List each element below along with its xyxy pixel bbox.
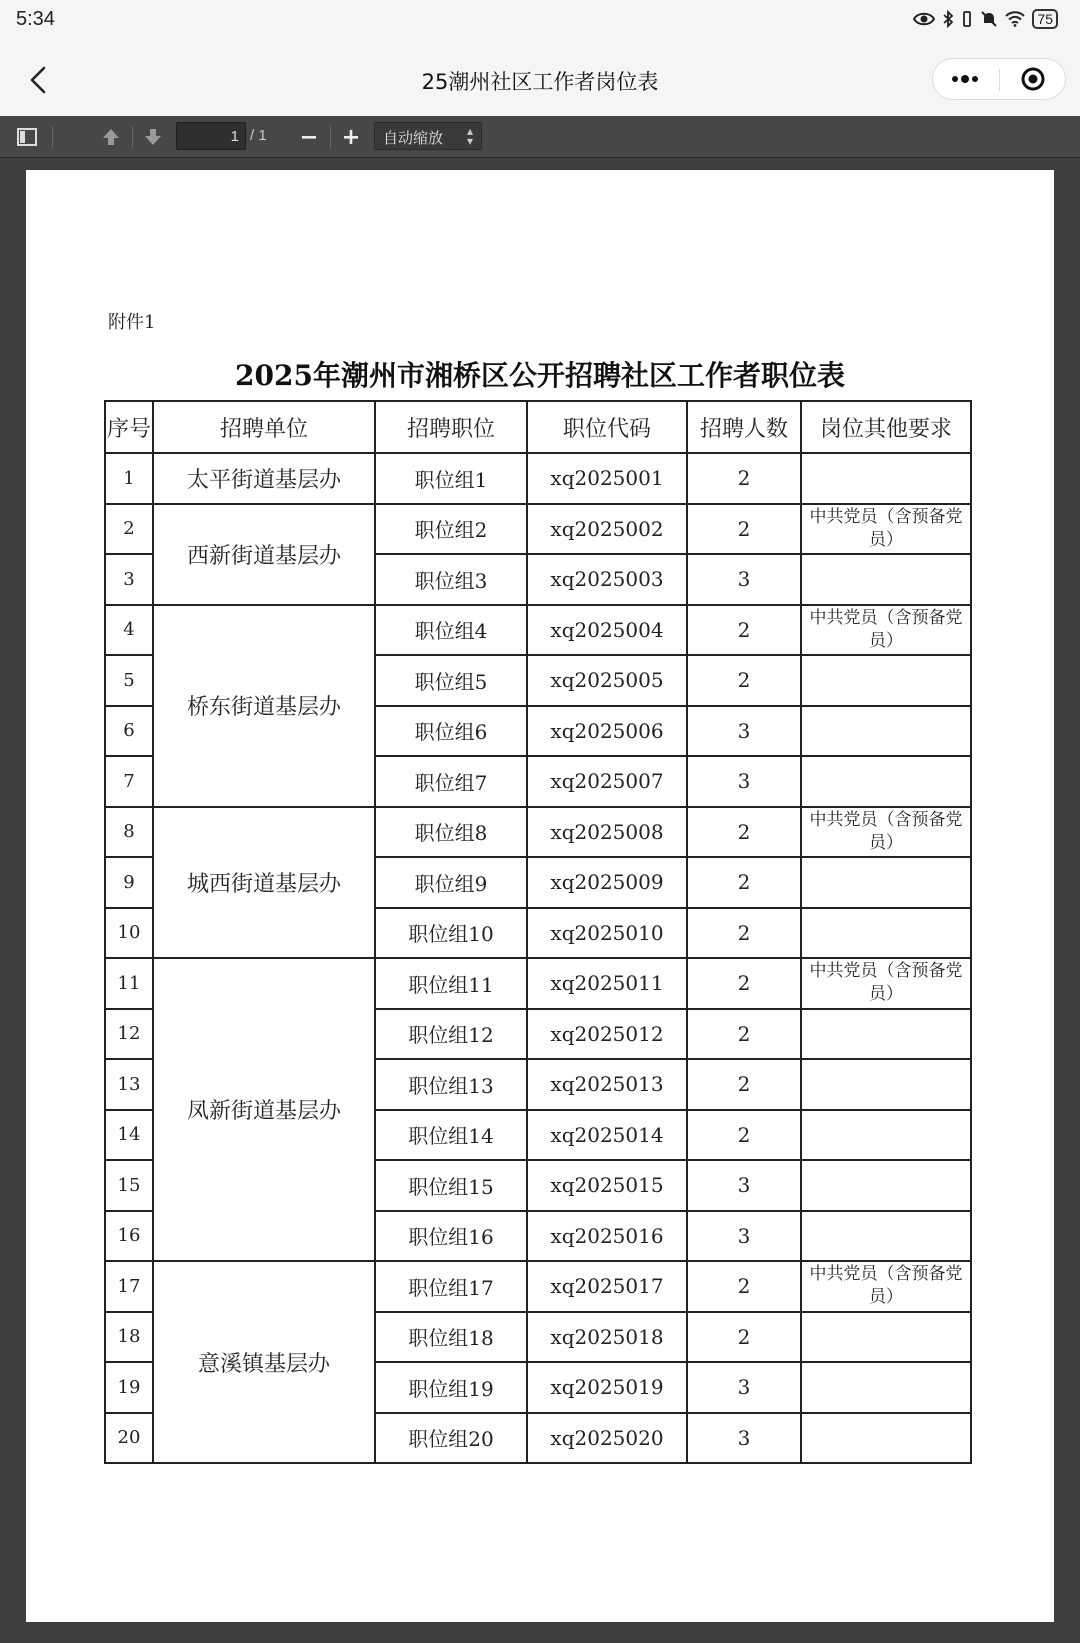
toolbar-divider bbox=[132, 126, 133, 148]
cell-requirement bbox=[801, 857, 971, 908]
cell-count: 2 bbox=[687, 807, 801, 858]
battery-icon: 75 bbox=[1032, 9, 1058, 29]
cell-seq: 16 bbox=[105, 1211, 153, 1262]
cell-code: xq2025004 bbox=[527, 605, 687, 656]
cell-code: xq2025011 bbox=[527, 958, 687, 1009]
header-seq: 序号 bbox=[105, 401, 153, 453]
cell-seq: 12 bbox=[105, 1009, 153, 1060]
cell-code: xq2025010 bbox=[527, 908, 687, 959]
cell-seq: 4 bbox=[105, 605, 153, 656]
cell-count: 3 bbox=[687, 554, 801, 605]
table-row bbox=[105, 958, 971, 1009]
cell-seq: 10 bbox=[105, 908, 153, 959]
cell-count: 3 bbox=[687, 1362, 801, 1413]
cell-seq: 7 bbox=[105, 756, 153, 807]
table-row bbox=[105, 504, 971, 555]
cell-count: 3 bbox=[687, 706, 801, 757]
cell-position: 职位组6 bbox=[375, 706, 527, 757]
cell-code: xq2025018 bbox=[527, 1312, 687, 1363]
bluetooth-icon bbox=[942, 10, 954, 28]
next-page-button[interactable] bbox=[136, 120, 170, 154]
cell-position: 职位组5 bbox=[375, 655, 527, 706]
status-time: 5:34 bbox=[16, 8, 55, 30]
cell-requirement: 中共党员（含预备党员） bbox=[801, 807, 971, 858]
cell-count: 2 bbox=[687, 605, 801, 656]
cell-position: 职位组18 bbox=[375, 1312, 527, 1363]
cell-seq: 13 bbox=[105, 1059, 153, 1110]
header-requirement: 岗位其他要求 bbox=[801, 401, 971, 453]
cell-position: 职位组8 bbox=[375, 807, 527, 858]
cell-seq: 5 bbox=[105, 655, 153, 706]
cell-code: xq2025014 bbox=[527, 1110, 687, 1161]
cell-count: 2 bbox=[687, 1059, 801, 1110]
cell-code: xq2025017 bbox=[527, 1261, 687, 1312]
header-unit: 招聘单位 bbox=[153, 401, 375, 453]
cell-position: 职位组14 bbox=[375, 1110, 527, 1161]
zoom-select-value: 自动缩放 bbox=[383, 129, 444, 147]
cell-requirement bbox=[801, 1211, 971, 1262]
cell-count: 2 bbox=[687, 1110, 801, 1161]
cell-count: 2 bbox=[687, 1312, 801, 1363]
annex-label: 附件1 bbox=[108, 312, 156, 333]
cell-code: xq2025015 bbox=[527, 1160, 687, 1211]
cell-unit: 桥东街道基层办 bbox=[153, 605, 375, 807]
cell-seq: 14 bbox=[105, 1110, 153, 1161]
vibrate-icon bbox=[961, 10, 973, 28]
cell-code: xq2025007 bbox=[527, 756, 687, 807]
more-dots-icon[interactable] bbox=[933, 59, 999, 99]
cell-seq: 20 bbox=[105, 1413, 153, 1464]
cell-requirement: 中共党员（含预备党员） bbox=[801, 605, 971, 656]
cell-unit: 意溪镇基层办 bbox=[153, 1261, 375, 1463]
cell-requirement: 中共党员（含预备党员） bbox=[801, 504, 971, 555]
cell-seq: 17 bbox=[105, 1261, 153, 1312]
cell-requirement bbox=[801, 1110, 971, 1161]
cell-count: 2 bbox=[687, 1261, 801, 1312]
cell-unit: 太平街道基层办 bbox=[153, 453, 375, 504]
cell-seq: 3 bbox=[105, 554, 153, 605]
toolbar-divider bbox=[52, 126, 53, 148]
cell-requirement bbox=[801, 1312, 971, 1363]
cell-position: 职位组17 bbox=[375, 1261, 527, 1312]
cell-requirement bbox=[801, 1362, 971, 1413]
cell-code: xq2025019 bbox=[527, 1362, 687, 1413]
zoom-select[interactable] bbox=[374, 122, 482, 150]
eye-icon bbox=[913, 11, 935, 27]
cell-requirement: 中共党员（含预备党员） bbox=[801, 958, 971, 1009]
toolbar-divider bbox=[330, 126, 331, 148]
sidebar-toggle-icon bbox=[17, 128, 37, 146]
cell-count: 2 bbox=[687, 958, 801, 1009]
title-bar bbox=[0, 44, 1080, 116]
mini-program-capsule bbox=[932, 58, 1066, 100]
cell-position: 职位组12 bbox=[375, 1009, 527, 1060]
cell-seq: 18 bbox=[105, 1312, 153, 1363]
cell-count: 2 bbox=[687, 655, 801, 706]
pdf-page bbox=[26, 170, 1054, 1622]
cell-seq: 2 bbox=[105, 504, 153, 555]
cell-requirement bbox=[801, 908, 971, 959]
status-icons bbox=[913, 9, 1058, 29]
cell-requirement bbox=[801, 1059, 971, 1110]
cell-count: 2 bbox=[687, 504, 801, 555]
zoom-out-icon bbox=[300, 128, 318, 146]
cell-count: 2 bbox=[687, 453, 801, 504]
zoom-out-button[interactable] bbox=[292, 120, 326, 154]
close-target-icon[interactable] bbox=[1000, 59, 1066, 99]
cell-requirement bbox=[801, 706, 971, 757]
cell-count: 3 bbox=[687, 756, 801, 807]
cell-seq: 11 bbox=[105, 958, 153, 1009]
cell-position: 职位组9 bbox=[375, 857, 527, 908]
cell-requirement bbox=[801, 1009, 971, 1060]
cell-requirement: 中共党员（含预备党员） bbox=[801, 1261, 971, 1312]
cell-seq: 8 bbox=[105, 807, 153, 858]
cell-position: 职位组7 bbox=[375, 756, 527, 807]
cell-requirement bbox=[801, 756, 971, 807]
header-position: 招聘职位 bbox=[375, 401, 527, 453]
cell-unit: 凤新街道基层办 bbox=[153, 958, 375, 1261]
cell-position: 职位组19 bbox=[375, 1362, 527, 1413]
cell-requirement bbox=[801, 1160, 971, 1211]
document-title: 2025年潮州市湘桥区公开招聘社区工作者职位表 bbox=[235, 359, 845, 392]
cell-code: xq2025016 bbox=[527, 1211, 687, 1262]
page-title: 25潮州社区工作者岗位表 bbox=[421, 70, 659, 94]
cell-count: 3 bbox=[687, 1160, 801, 1211]
cell-position: 职位组13 bbox=[375, 1059, 527, 1110]
job-table bbox=[104, 400, 972, 1464]
cell-unit: 城西街道基层办 bbox=[153, 807, 375, 959]
table-row bbox=[105, 1261, 971, 1312]
table-row bbox=[105, 807, 971, 858]
cell-code: xq2025008 bbox=[527, 807, 687, 858]
cell-code: xq2025001 bbox=[527, 453, 687, 504]
cell-position: 职位组1 bbox=[375, 453, 527, 504]
cell-count: 2 bbox=[687, 857, 801, 908]
cell-code: xq2025005 bbox=[527, 655, 687, 706]
zoom-in-button[interactable] bbox=[334, 120, 368, 154]
pdf-toolbar bbox=[0, 116, 1080, 158]
cell-code: xq2025003 bbox=[527, 554, 687, 605]
zoom-in-icon bbox=[342, 128, 360, 146]
cell-code: xq2025009 bbox=[527, 857, 687, 908]
cell-count: 3 bbox=[687, 1413, 801, 1464]
cell-code: xq2025002 bbox=[527, 504, 687, 555]
header-code: 职位代码 bbox=[527, 401, 687, 453]
cell-seq: 19 bbox=[105, 1362, 153, 1413]
cell-position: 职位组3 bbox=[375, 554, 527, 605]
previous-page-icon bbox=[101, 127, 121, 147]
cell-code: xq2025012 bbox=[527, 1009, 687, 1060]
mute-icon bbox=[980, 10, 998, 28]
cell-code: xq2025020 bbox=[527, 1413, 687, 1464]
cell-position: 职位组16 bbox=[375, 1211, 527, 1262]
select-arrows-icon: ▴ ▾ bbox=[466, 124, 473, 148]
cell-count: 2 bbox=[687, 1009, 801, 1060]
status-bar bbox=[0, 0, 1080, 44]
cell-position: 职位组15 bbox=[375, 1160, 527, 1211]
cell-requirement bbox=[801, 655, 971, 706]
cell-seq: 9 bbox=[105, 857, 153, 908]
table-row bbox=[105, 605, 971, 656]
header-count: 招聘人数 bbox=[687, 401, 801, 453]
cell-code: xq2025006 bbox=[527, 706, 687, 757]
cell-requirement bbox=[801, 1413, 971, 1464]
table-header-row bbox=[105, 401, 971, 453]
wifi-icon bbox=[1005, 11, 1025, 27]
cell-position: 职位组10 bbox=[375, 908, 527, 959]
cell-position: 职位组20 bbox=[375, 1413, 527, 1464]
next-page-icon bbox=[143, 127, 163, 147]
cell-seq: 15 bbox=[105, 1160, 153, 1211]
page-total: / 1 bbox=[250, 127, 267, 144]
table-row bbox=[105, 453, 971, 504]
cell-unit: 西新街道基层办 bbox=[153, 504, 375, 605]
cell-position: 职位组2 bbox=[375, 504, 527, 555]
previous-page-button[interactable] bbox=[94, 120, 128, 154]
cell-requirement bbox=[801, 554, 971, 605]
cell-code: xq2025013 bbox=[527, 1059, 687, 1110]
cell-seq: 6 bbox=[105, 706, 153, 757]
page-number-input[interactable] bbox=[176, 122, 246, 150]
cell-requirement bbox=[801, 453, 971, 504]
sidebar-toggle-button[interactable] bbox=[10, 120, 44, 154]
cell-count: 2 bbox=[687, 908, 801, 959]
cell-position: 职位组11 bbox=[375, 958, 527, 1009]
cell-position: 职位组4 bbox=[375, 605, 527, 656]
cell-count: 3 bbox=[687, 1211, 801, 1262]
cell-seq: 1 bbox=[105, 453, 153, 504]
